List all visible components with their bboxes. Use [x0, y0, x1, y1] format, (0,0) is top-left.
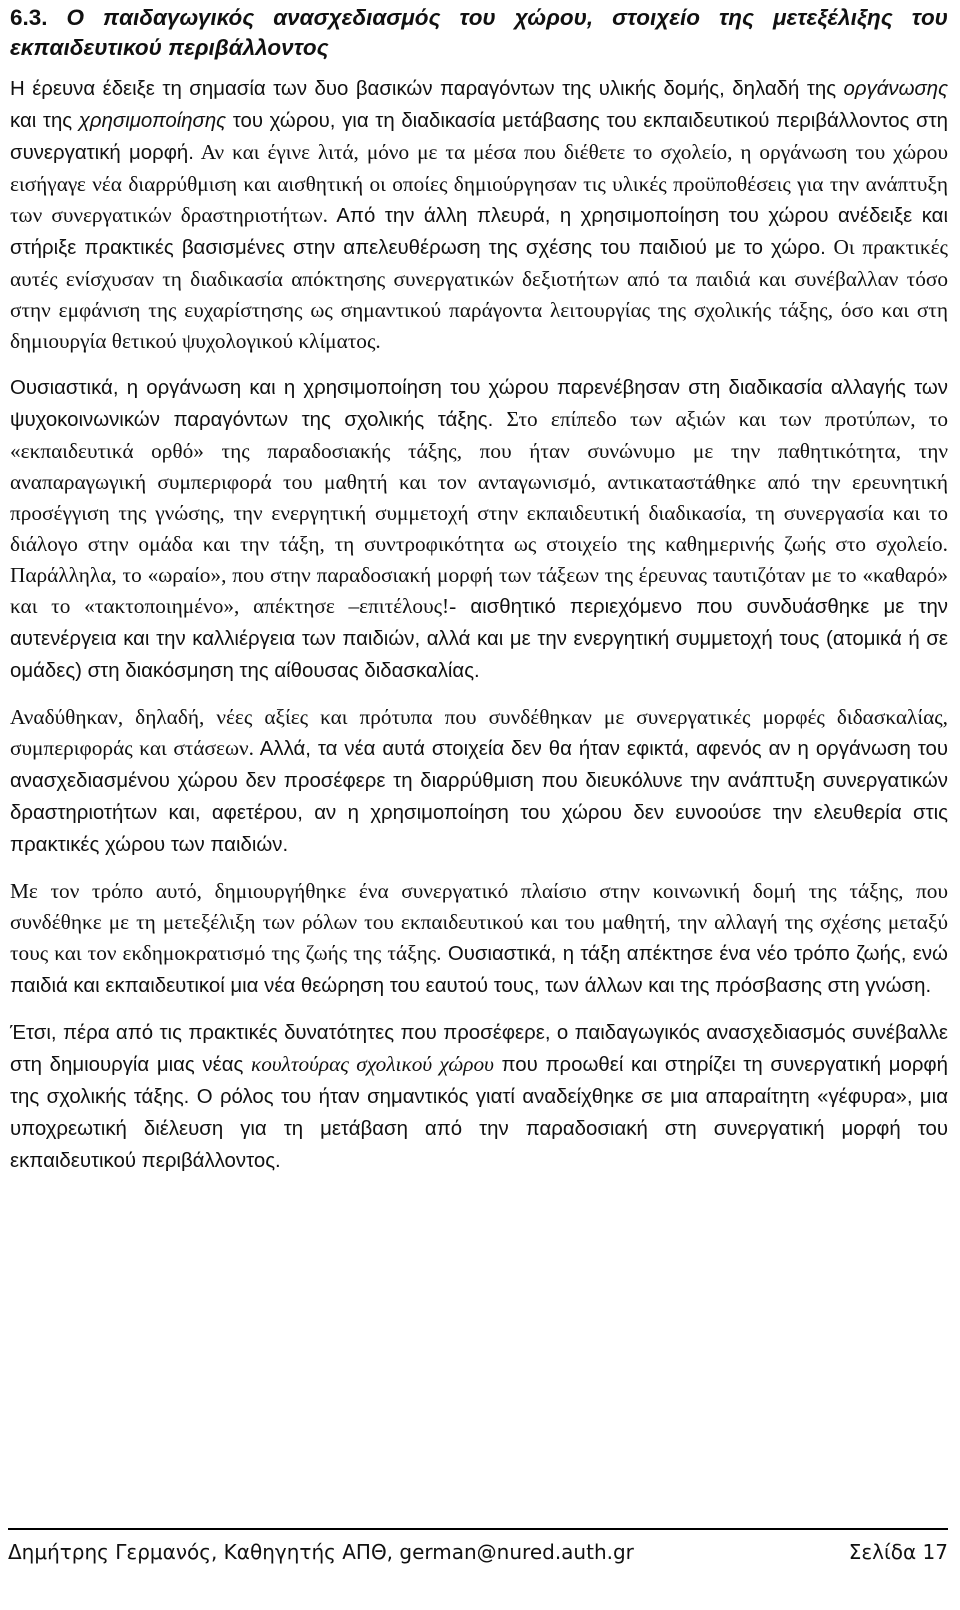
p1-text-4: Αν και έγινε λιτά, μόνο με τα μέσα που διέθετε το σχολείο, η οργάνωση του χώρου εισήγαγε νέα διαρρύθμιση και αισθητική οι οποίες δημιούργησαν τις υλικές προϋποθέσεις για την ανάπτυξη των συνεργατικών δραστηριοτήτων.: [10, 140, 949, 227]
p2-text-1: Ουσιαστικά, η οργάνωση και η χρησιμοποίηση του χώρου παρενέβησαν στη διαδικασία αλλαγής των ψυχοκοινωνικών παραγόντων της σχολικής τάξης.: [10, 377, 948, 431]
p3-text-2: Αλλά, τα νέα αυτά στοιχεία δεν θα ήταν εφικτά, αφενός αν η οργάνωση του ανασχεδιασμένου χώρου δεν προσέφερε τη διαρρύθμιση που διευκόλυνε την ανάπτυξη συνεργατικών δραστηριοτήτων και, αφετέρου, αν η χρησιμοποίηση του χώρου δεν ευνοούσε την ελευθερία στις πρακτικές χώρου των παιδιών.: [10, 738, 949, 856]
footer-author: Δημήτρης Γερμανός, Καθηγητής ΑΠΘ, german@nured.auth.gr: [8, 1540, 634, 1564]
paragraph-4: [10, 876, 948, 1002]
p3-text-1: Αναδύθηκαν, δηλαδή, νέες αξίες και πρότυπα που συνδέθηκαν με συνεργατικές μορφές διδασκαλίας, συμπεριφοράς και στάσεων.: [10, 705, 948, 760]
p5-emphasis-culture: κουλτούρας σχολικού χώρου: [250, 1052, 494, 1076]
footer-rule: [8, 1528, 948, 1530]
p1-text-2: και της: [10, 110, 79, 132]
p5-text-2: που προωθεί και στηρίζει τη συνεργατική μορφή της σχολικής τάξης.: [10, 1054, 948, 1108]
p1-text-3: του χώρου, για τη διαδικασία μετάβασης του εκπαιδευτικού περιβάλλοντος στη συνεργατική μορφή.: [10, 110, 948, 164]
document-page: [10, 0, 948, 1177]
p1-text-1: Η έρευνα έδειξε τη σημασία των δυο βασικών παραγόντων της υλικής δομής, δηλαδή της: [10, 78, 844, 100]
paragraph-5: [10, 1017, 948, 1177]
p2-text-4: αισθητικό περιεχόμενο που συνδυάσθηκε με την αυτενέργεια και την καλλιέργεια των παιδιών, αλλά και με την ενεργητική συμμετοχή τους (ατομικά ή σε ομάδες) στη διακόσμηση της αίθουσας διδασκαλίας.: [10, 596, 948, 682]
p1-text-6: Οι πρακτικές αυτές ενίσχυσαν τη διαδικασία απόκτησης συνεργατικών δεξιοτήτων από τα παιδιά και συνέβαλλαν τόσο στην εμφάνιση της ευχαρίστησης ως σημαντικού παράγοντα λειτουργίας της σχολικής τάξης, όσο και στη δημιουργία θετικού ψυχολογικού κλίματος.: [10, 235, 948, 353]
footer-row: [8, 1538, 948, 1566]
paragraph-2: [10, 372, 948, 687]
p2-text-2: Στο επίπεδο των αξιών και των προτύπων, το «εκπαιδευτικά ορθό» της παραδοσιακής τάξης, που ήταν συνώνυμο με την παθητικότητα, την αναπαραγωγική συμπεριφορά του μαθητή και τον ανταγωνισμό, αντικαταστάθηκε από την ερευνητική προσέγγιση της γνώσης, την ενεργητική συμμετοχή στην εκπαιδευτική διαδικασία, τη συνεργασία και το διάλογο στην ομάδα και την τάξη, τη συντροφικότητα ως στοιχείο της καθημερινής ζωής στο σχολείο.: [10, 407, 948, 556]
p4-text-2: Ουσιαστικά, η τάξη απέκτησε ένα νέο τρόπο ζωής, ενώ παιδιά και εκπαιδευτικοί μια νέα θεώρηση του εαυτού τους, των άλλων και της πρόσβασης στη γνώση.: [10, 943, 948, 997]
page-footer: [8, 1528, 948, 1566]
paragraph-1: [10, 73, 948, 357]
paragraph-3: [10, 702, 948, 861]
p2-text-3: Παράλληλα, το «ωραίο», που στην παραδοσιακή μορφή των τάξεων της έρευνας ταυτιζόταν με το «καθαρό» και το «τακτοποιημένο», απέκτησε –επιτέλους!-: [10, 563, 948, 618]
p4-text-1: Με τον τρόπο αυτό, δημιουργήθηκε ένα συνεργατικό πλαίσιο στην κοινωνική δομή της τάξης, που συνδέθηκε με τη μετεξέλιξη των ρόλων του εκπαιδευτικού και του μαθητή, την αλλαγή της σχέσης μεταξύ τους και τον εκδημοκρατισμό της ζωής της τάξης.: [10, 879, 948, 965]
p5-text-1: Έτσι, πέρα από τις πρακτικές δυνατότητες που προσέφερε, ο παιδαγωγικός ανασχεδιασμός συνέβαλλε στη δημιουργία μιας νέας: [10, 1022, 948, 1076]
section-title: Ο παιδαγωγικός ανασχεδιασμός του χώρου, στοιχείο της μετεξέλιξης του εκπαιδευτικού περιβάλλοντος: [10, 5, 948, 60]
section-number: 6.3.: [10, 5, 48, 30]
section-heading: [10, 3, 948, 63]
p1-emphasis-organisation: οργάνωσης: [843, 78, 948, 100]
p1-text-5: Από την άλλη πλευρά, η χρησιμοποίηση του χώρου ανέδειξε και στήριξε πρακτικές βασισμένες στην απελευθέρωση της σχέσης του παιδιού με το χώρο.: [10, 205, 948, 259]
p5-text-3: Ο ρόλος του ήταν σημαντικός γιατί αναδείχθηκε σε μια απαραίτητη «γέφυρα», μια υποχρεωτική διέλευση για τη μετάβαση από την παραδοσιακή στη συνεργατική μορφή του εκπαιδευτικού περιβάλλοντος.: [10, 1086, 948, 1172]
footer-page-number: Σελίδα 17: [848, 1540, 948, 1564]
p1-emphasis-use: χρησιμοποίησης: [78, 110, 227, 132]
